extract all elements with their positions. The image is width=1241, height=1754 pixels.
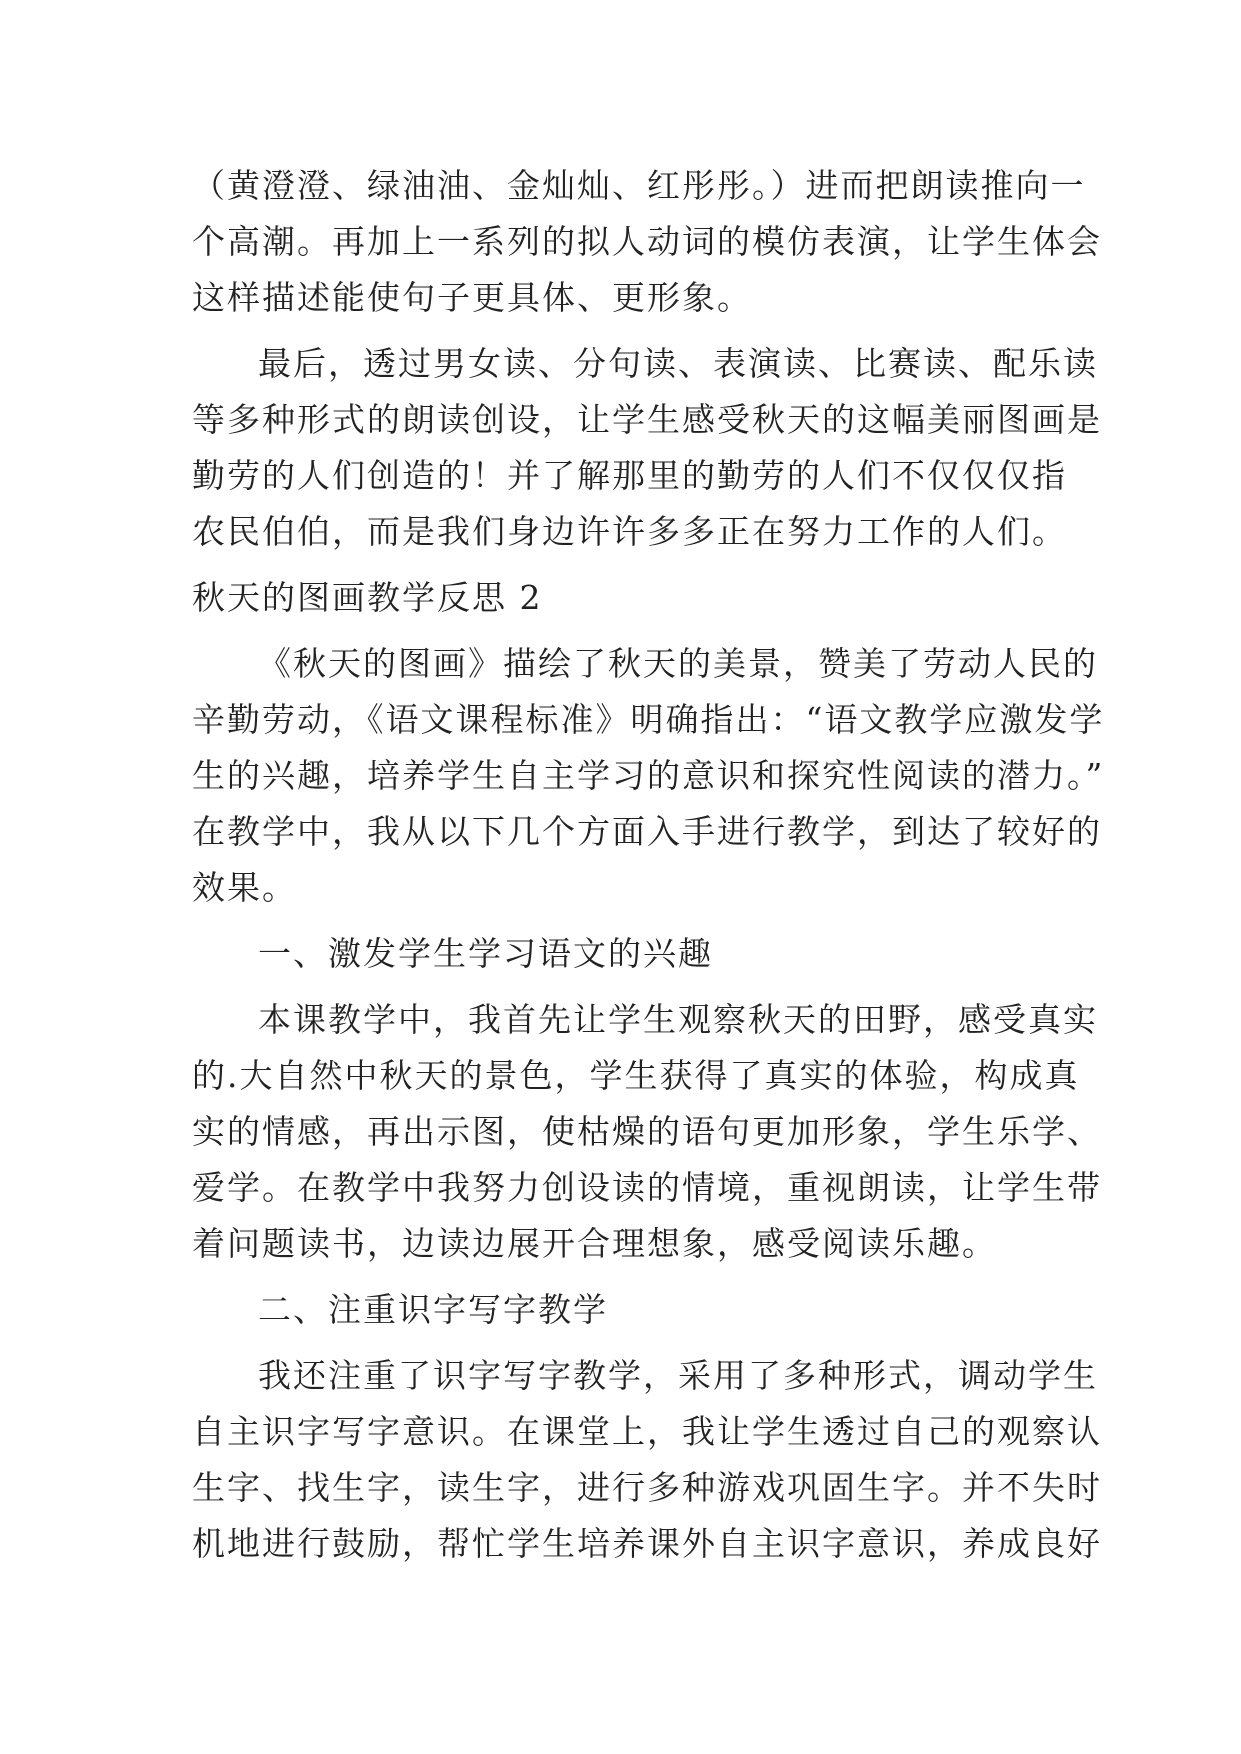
text-line: 农民伯伯，而是我们身边许许多多正在努力工作的人们。	[192, 512, 1067, 551]
text-line: 《秋天的图画》描绘了秋天的美景，赞美了劳动人民的	[258, 644, 1098, 683]
text-line: 本课教学中，我首先让学生观察秋天的田野，感受真实	[258, 1000, 1098, 1039]
text-line: 等多种形式的朗读创设，让学生感受秋天的这幅美丽图画是	[192, 400, 1102, 439]
text-line: 勤劳的人们创造的！并了解那里的勤劳的人们不仅仅仅指	[192, 456, 1067, 495]
text-line: 实的情感，再出示图，使枯燥的语句更加形象，学生乐学、	[192, 1112, 1102, 1151]
document-body	[192, 158, 1105, 1582]
paragraph	[192, 992, 1102, 1272]
text-line: 着问题读书，边读边展开合理想象，感受阅读乐趣。	[192, 1224, 997, 1263]
text-line: 一、激发学生学习语文的兴趣	[258, 934, 713, 973]
text-line: 最后，透过男女读、分句读、表演读、比赛读、配乐读	[258, 344, 1098, 383]
text-line: 机地进行鼓励，帮忙学生培养课外自主识字意识，养成良好	[192, 1524, 1102, 1563]
text-line: 的.大自然中秋天的景色，学生获得了真实的体验，构成真	[192, 1056, 1080, 1095]
text-line: 个高潮。再加上一系列的拟人动词的模仿表演，让学生体会	[192, 222, 1102, 261]
paragraph	[192, 158, 1102, 326]
section-heading: 秋天的图画教学反思 2	[192, 578, 543, 617]
text-line: 这样描述能使句子更具体、更形象。	[192, 278, 752, 317]
paragraph	[192, 336, 1102, 560]
text-line: 二、注重识字写字教学	[258, 1290, 608, 1329]
paragraph	[192, 636, 1105, 916]
text-line: 爱学。在教学中我努力创设读的情境，重视朗读，让学生带	[192, 1168, 1102, 1207]
text-line: 效果。	[192, 868, 297, 907]
text-line: （黄澄澄、绿油油、金灿灿、红彤彤。）进而把朗读推向一	[192, 166, 1086, 205]
text-line: 生字、找生字，读生字，进行多种游戏巩固生字。并不失时	[192, 1468, 1102, 1507]
subheading	[192, 1282, 1052, 1338]
text-line: 辛勤劳动，《语文课程标准》明确指出：“语文教学应激发学	[192, 700, 1105, 739]
subheading	[192, 926, 1052, 982]
text-line: 在教学中，我从以下几个方面入手进行教学，到达了较好的	[192, 812, 1102, 851]
text-line: 生的兴趣，培养学生自主学习的意识和探究性阅读的潜力。”	[192, 756, 1105, 795]
paragraph	[192, 1348, 1102, 1572]
text-line: 我还注重了识字写字教学，采用了多种形式，调动学生	[258, 1356, 1098, 1395]
text-line: 自主识字写字意识。在课堂上，我让学生透过自己的观察认	[192, 1412, 1102, 1451]
